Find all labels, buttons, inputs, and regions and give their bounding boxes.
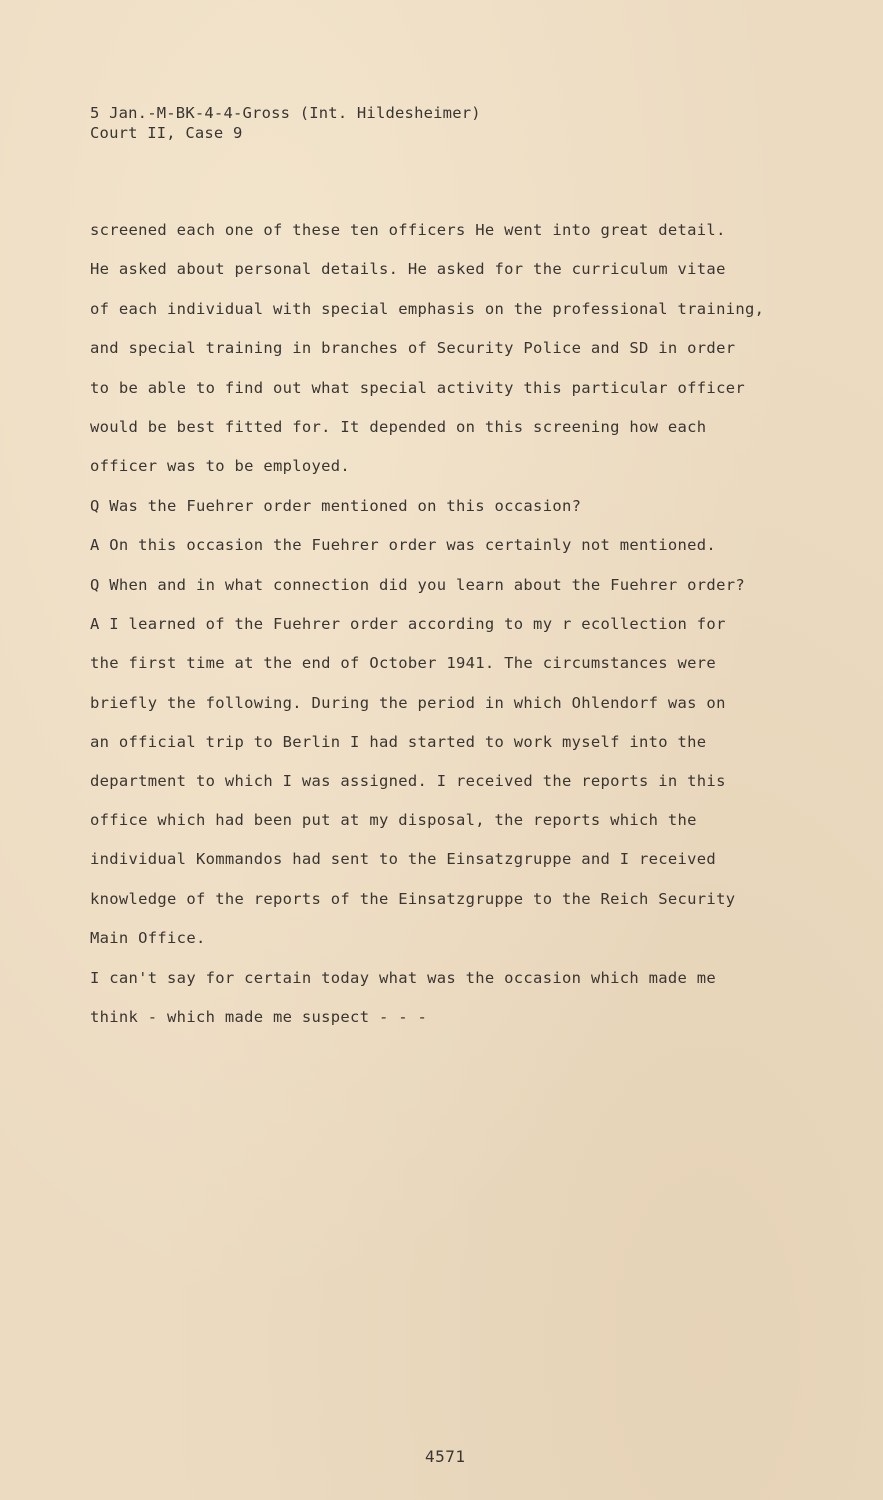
body-line: of each individual with special emphasis on the professional training, [90,300,765,318]
body-line: an official trip to Berlin I had started to work myself into the [90,733,707,751]
body-line: would be best fitted for. It depended on this screening how each [90,418,707,436]
body-line: to be able to find out what special activity this particular officer [90,379,745,397]
body-line: Main Office. [90,929,206,947]
body-line: officer was to be employed. [90,457,351,475]
body-line: think - which made me suspect - - - [90,1008,428,1026]
body-line: briefly the following. During the period in which Ohlendorf was on [90,694,726,712]
body-line: individual Kommandos had sent to the Einsatzgruppe and I received [90,850,717,868]
body-line: and special training in branches of Security Police and SD in order [90,339,736,357]
body-line: screened each one of these ten officers He went into great detail. [90,221,726,239]
question-line: Q Was the Fuehrer order mentioned on this occasion? [90,497,582,515]
body-line: knowledge of the reports of the Einsatzgruppe to the Reich Security [90,890,736,908]
answer-line: A I learned of the Fuehrer order according to my r ecollection for [90,615,726,633]
question-line: Q When and in what connection did you learn about the Fuehrer order? [90,576,745,594]
page-number: 4571 [425,1447,466,1466]
answer-line: A On this occasion the Fuehrer order was certainly not mentioned. [90,536,717,554]
body-line: He asked about personal details. He asked for the curriculum vitae [90,260,726,278]
body-line: I can't say for certain today what was the occasion which made me [90,969,717,987]
header-slug-line: 5 Jan.-M-BK-4-4-Gross (Int. Hildesheimer) [90,104,481,122]
body-line: the first time at the end of October 1941. The circumstances were [90,654,717,672]
body-line: office which had been put at my disposal, the reports which the [90,811,697,829]
header-court-case: Court II, Case 9 [90,124,243,142]
body-line: department to which I was assigned. I received the reports in this [90,772,726,790]
